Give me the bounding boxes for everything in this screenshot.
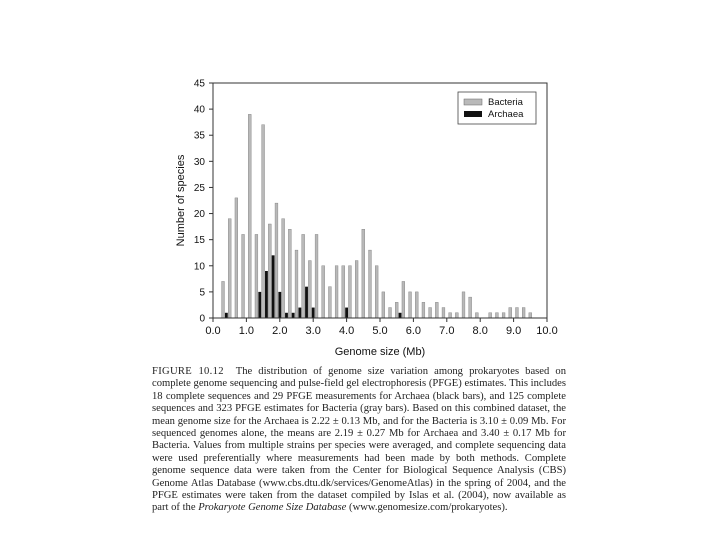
caption-database-name: Prokaryote Genome Size Database — [198, 502, 347, 514]
bar-bacteria — [248, 114, 251, 318]
x-tick-label: 5.0 — [372, 325, 388, 337]
bar-bacteria — [375, 266, 378, 318]
bar-bacteria — [516, 308, 519, 318]
bar-bacteria — [395, 302, 398, 318]
bar-archaea — [265, 271, 268, 318]
y-tick-label: 40 — [193, 104, 205, 116]
legend-swatch-archaea — [464, 111, 482, 117]
bar-bacteria — [228, 219, 231, 318]
figure-caption — [152, 366, 566, 515]
caption-text: The distribution of genome size variation among prokaryotes based on complete genome sequencing and pulse-field gel electrophoresis (PFGE) estimates. This includes 18 complete sequences and 29 PFGE measurements for Archaea (black bars), and 125 complete sequences and 323 PFGE estimates for Bacteria (gray bars). Based on this combined dataset, the mean genome size for the Archaea is 2.22 ± 0.13 Mb, and for the Bacteria is 3.10 ± 0.09 Mb. For sequenced genomes alone, the means are 2.19 ± 0.27 Mb for Archaea and 3.40 ± 0.17 Mb for Bacteria. Values from multiple strains per species were averaged, and complete sequencing data were used preferentially where measurements had been made by both methods. Complete genome sequence data were taken from the Center for Biological Sequence Analysis (CBS) Genome Atlas Database (www.cbs.dtu.dk/services/GenomeAtlas) in the spring of 2004, and the PFGE estimates were taken from the dataset compiled by Islas et al. (2004), now available as part of the — [152, 366, 566, 514]
bar-bacteria — [222, 281, 225, 318]
bar-bacteria — [262, 125, 265, 318]
y-tick-label: 20 — [193, 209, 205, 221]
bar-bacteria — [522, 308, 525, 318]
y-tick-label: 5 — [199, 287, 205, 299]
x-tick-label: 1.0 — [238, 325, 255, 337]
bar-bacteria — [369, 250, 372, 318]
y-tick-label: 0 — [199, 313, 205, 325]
bar-bacteria — [442, 308, 445, 318]
y-tick-label: 30 — [193, 156, 205, 168]
bar-bacteria — [295, 250, 298, 318]
bar-bacteria — [382, 292, 385, 318]
bar-bacteria — [355, 261, 358, 318]
figure-label: FIGURE 10.12 — [152, 366, 224, 377]
x-axis-ticks — [205, 318, 557, 337]
bar-bacteria — [328, 287, 331, 318]
y-tick-label: 35 — [193, 130, 205, 142]
x-tick-label: 10.0 — [536, 325, 558, 337]
y-tick-label: 25 — [193, 182, 205, 194]
y-axis-ticks — [194, 79, 213, 325]
bar-bacteria — [362, 229, 365, 318]
bar-bacteria — [282, 219, 285, 318]
bar-bacteria — [449, 313, 452, 318]
bar-bacteria — [275, 203, 278, 318]
x-tick-label: 8.0 — [472, 325, 488, 337]
bar-bacteria — [409, 292, 412, 318]
x-tick-label: 4.0 — [338, 325, 355, 337]
legend-label-bacteria: Bacteria — [488, 97, 523, 108]
x-tick-label: 3.0 — [305, 325, 321, 337]
bar-archaea — [285, 313, 288, 318]
y-tick-label: 15 — [193, 235, 205, 247]
y-tick-label: 45 — [193, 78, 205, 90]
legend-label-archaea: Archaea — [488, 109, 524, 120]
x-tick-label: 2.0 — [272, 325, 288, 337]
x-tick-label: 0.0 — [205, 325, 221, 337]
bar-bacteria — [335, 266, 338, 318]
legend-swatch-bacteria — [464, 99, 482, 105]
y-tick-label: 10 — [193, 261, 205, 273]
bar-bacteria — [502, 313, 505, 318]
bar-bacteria — [302, 234, 305, 318]
bar-bacteria — [389, 308, 392, 318]
legend — [458, 92, 536, 124]
bar-bacteria — [255, 234, 258, 318]
bar-bacteria — [462, 292, 465, 318]
bar-bacteria — [495, 313, 498, 318]
bar-bacteria — [268, 224, 271, 318]
bar-archaea — [298, 308, 301, 318]
bar-bacteria — [315, 234, 318, 318]
bar-bacteria — [322, 266, 325, 318]
bar-archaea — [225, 313, 228, 318]
bar-bacteria — [308, 261, 311, 318]
bar-archaea — [312, 308, 315, 318]
bar-bacteria — [435, 302, 438, 318]
x-tick-label: 9.0 — [505, 325, 522, 337]
bar-archaea — [292, 313, 295, 318]
bar-bacteria — [242, 234, 245, 318]
bar-bacteria — [429, 308, 432, 318]
bar-bacteria — [342, 266, 345, 318]
bar-bacteria — [235, 198, 238, 318]
bar-bacteria — [349, 266, 352, 318]
bar-archaea — [258, 292, 261, 318]
x-tick-label: 7.0 — [439, 325, 455, 337]
bar-bacteria — [415, 292, 418, 318]
bar-bacteria — [475, 313, 478, 318]
bar-archaea — [272, 255, 275, 318]
y-axis-label: Number of species — [175, 154, 187, 247]
bar-bacteria — [529, 313, 532, 318]
bar-bacteria — [469, 297, 472, 318]
x-axis-label: Genome size (Mb) — [334, 346, 426, 358]
caption-url: (www.genomesize.com/prokaryotes). — [349, 502, 508, 514]
bar-bacteria — [422, 302, 425, 318]
bar-archaea — [345, 308, 348, 318]
bar-archaea — [305, 287, 308, 318]
bar-bacteria — [288, 229, 291, 318]
bar-archaea — [278, 292, 281, 318]
bar-bacteria — [402, 281, 405, 318]
bar-archaea — [399, 313, 402, 318]
bars — [222, 114, 532, 318]
x-tick-label: 6.0 — [405, 325, 422, 337]
bar-bacteria — [489, 313, 492, 318]
bar-bacteria — [455, 313, 458, 318]
bar-bacteria — [509, 308, 512, 318]
